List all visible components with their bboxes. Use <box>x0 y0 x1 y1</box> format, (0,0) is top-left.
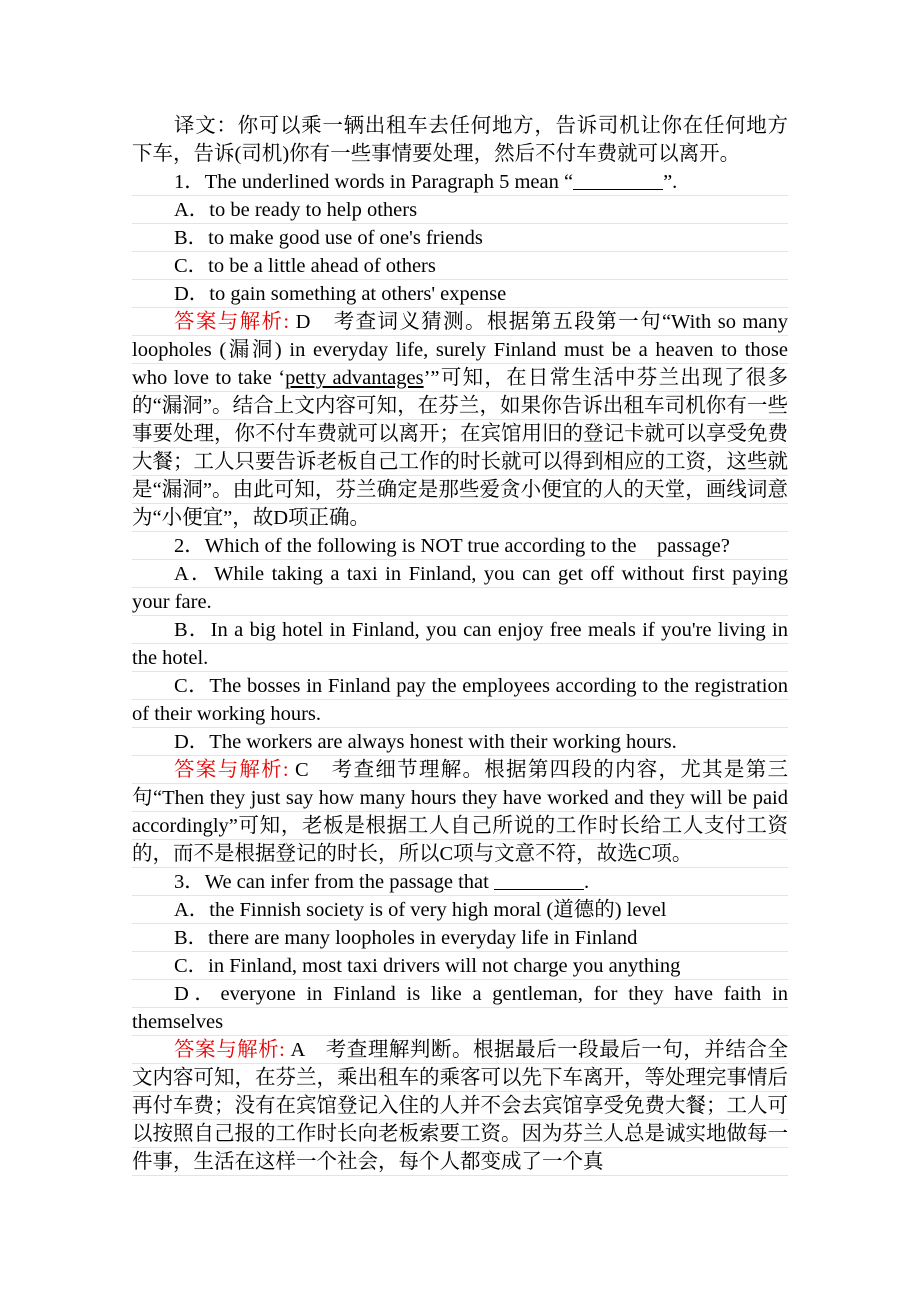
question-1-answer: 答案与解析: D 考查词义猜测。根据第五段第一句“With so many loopholes (漏洞) in everyday life, surely Finland must be a heaven to those who love to take ‘petty advantages’”可知，在日常生活中芬兰出现了很多的“漏洞”。结合上文内容可知，在芬兰，如果你告诉出租车司机你有一些事要处理，你不付车费就可以离开；在宾馆用旧的登记卡就可以享受免费大餐；工人只要告诉老板自己工作的时长就可以得到相应的工资，这些就是“漏洞”。由此可知，芬兰确定是那些爱贪小便宜的人的天堂，画线词意为“小便宜”，故D项正确。 <box>132 308 788 532</box>
question-3-answer: 答案与解析: A 考查理解判断。根据最后一段最后一句，并结合全文内容可知，在芬兰，乘出租车的乘客可以先下车离开，等处理完事情后再付车费；没有在宾馆登记入住的人并不会去宾馆享受免费大餐；工人可以按照自己报的工作时长向老板索要工资。因为芬兰人总是诚实地做每一件事，生活在这样一个社会，每个人都变成了一个真 <box>132 1036 788 1176</box>
question-2-stem: 2．Which of the following is NOT true according to the passage? <box>132 532 788 560</box>
question-1-option-d: D．to gain something at others' expense <box>132 280 788 308</box>
question-3-option-d: D．everyone in Finland is like a gentleman, for they have faith in themselves <box>132 980 788 1036</box>
document-body <box>132 112 788 1176</box>
question-2-option-d: D．The workers are always honest with their working hours. <box>132 728 788 756</box>
underlined-phrase: petty advantages <box>285 367 424 389</box>
question-3-stem: 3．We can infer from the passage that . <box>132 868 788 896</box>
question-1-option-b: B．to make good use of one's friends <box>132 224 788 252</box>
question-2-option-b: B．In a big hotel in Finland, you can enjoy free meals if you're living in the hotel. <box>132 616 788 672</box>
answer-label: 答案与解析: <box>174 311 290 333</box>
question-2-answer: 答案与解析: C 考查细节理解。根据第四段的内容，尤其是第三句“Then they just say how many hours they have worked and they will be paid accordingly”可知，老板是根据工人自己所说的工作时长给工人支付工资的，而不是根据登记的时长，所以C项与文意不符，故选C项。 <box>132 756 788 868</box>
answer-label: 答案与解析: <box>174 1039 285 1061</box>
answer-blank <box>494 869 584 890</box>
answer-blank <box>573 169 663 190</box>
translation-paragraph: 译文：你可以乘一辆出租车去任何地方，告诉司机让你在任何地方下车，告诉(司机)你有一些事情要处理，然后不付车费就可以离开。 <box>132 115 788 165</box>
question-3-option-a: A．the Finnish society is of very high moral (道德的) level <box>132 896 788 924</box>
question-2-option-c: C．The bosses in Finland pay the employees according to the registration of their working hours. <box>132 672 788 728</box>
question-1-option-c: C．to be a little ahead of others <box>132 252 788 280</box>
answer-label: 答案与解析: <box>174 759 289 781</box>
question-3-option-b: B．there are many loopholes in everyday life in Finland <box>132 924 788 952</box>
question-3-option-c: C．in Finland, most taxi drivers will not charge you anything <box>132 952 788 980</box>
question-1-stem: 1．The underlined words in Paragraph 5 mean “ ”. <box>132 168 788 196</box>
question-1-option-a: A．to be ready to help others <box>132 196 788 224</box>
question-2-option-a: A．While taking a taxi in Finland, you can get off without first paying your fare. <box>132 560 788 616</box>
